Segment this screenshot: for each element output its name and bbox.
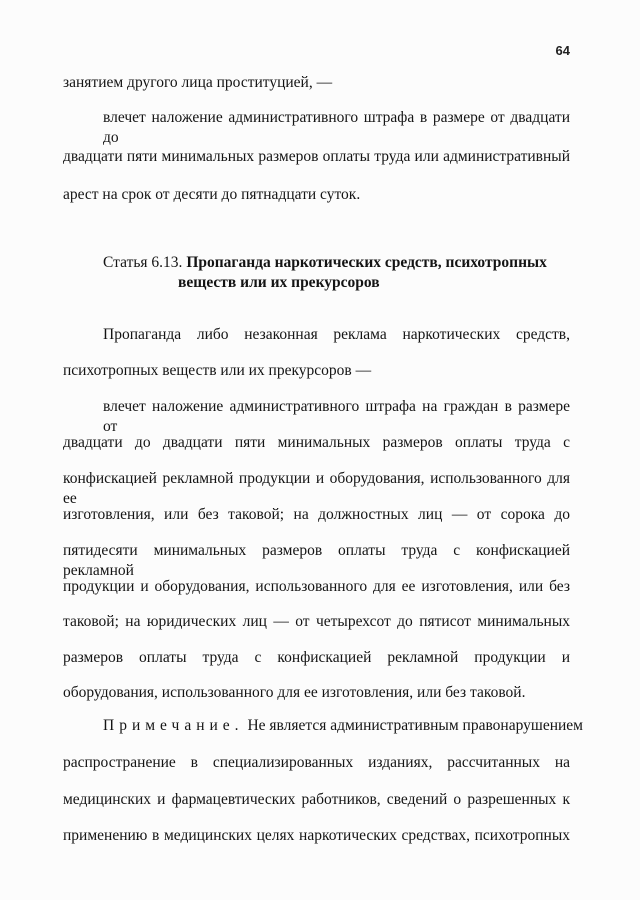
- text-line: медицинских и фармацевтических работников, сведений о разрешенных к: [63, 791, 570, 808]
- article-label: Статья 6.13.: [103, 254, 183, 271]
- article-title-continued: веществ или их прекурсоров: [178, 274, 380, 291]
- text-line: конфискацией рекламной продукции и оборудования, использованного для ее: [63, 470, 570, 507]
- text-line: занятием другого лица проституцией, —: [63, 74, 333, 91]
- note-label: Примечание.: [103, 717, 244, 734]
- article-heading: [103, 253, 570, 273]
- text-line: распространение в специализированных изданиях, рассчитанных на: [63, 754, 570, 771]
- text-line: изготовления, или без таковой; на должностных лиц — от сорока до: [63, 506, 570, 523]
- page-number: 64: [555, 43, 570, 58]
- text-line: оборудования, использованного для ее изготовления, или без таковой.: [63, 684, 526, 701]
- text-line: арест на срок от десяти до пятнадцати суток.: [63, 186, 361, 203]
- article-title: Пропаганда наркотических средств, психотропных: [186, 254, 547, 271]
- text-line: двадцати до двадцати пяти минимальных размеров оплаты труда с: [63, 434, 570, 451]
- text-line: применению в медицинских целях наркотических средствах, психотропных: [63, 827, 570, 844]
- text-line: таковой; на юридических лиц — от четырехсот до пятисот минимальных: [63, 613, 570, 630]
- text-line: Пропаганда либо незаконная реклама наркотических средств,: [103, 326, 570, 343]
- text-line: пятидесяти минимальных размеров оплаты труда с конфискацией рекламной: [63, 542, 570, 579]
- text-line: размеров оплаты труда с конфискацией рекламной продукции и: [63, 649, 570, 666]
- note-text: Не является административным правонарушением: [243, 717, 583, 734]
- text-line: психотропных веществ или их прекурсоров —: [63, 362, 372, 379]
- text-line: влечет наложение административного штрафа на граждан в размере от: [103, 398, 570, 435]
- text-line: влечет наложение административного штрафа в размере от двадцати до: [103, 109, 570, 146]
- note-first-line: [103, 716, 583, 736]
- text-line: продукции и оборудования, использованного для ее изготовления, или без: [63, 578, 570, 595]
- text-line: двадцати пяти минимальных размеров оплаты труда или административный: [63, 148, 570, 165]
